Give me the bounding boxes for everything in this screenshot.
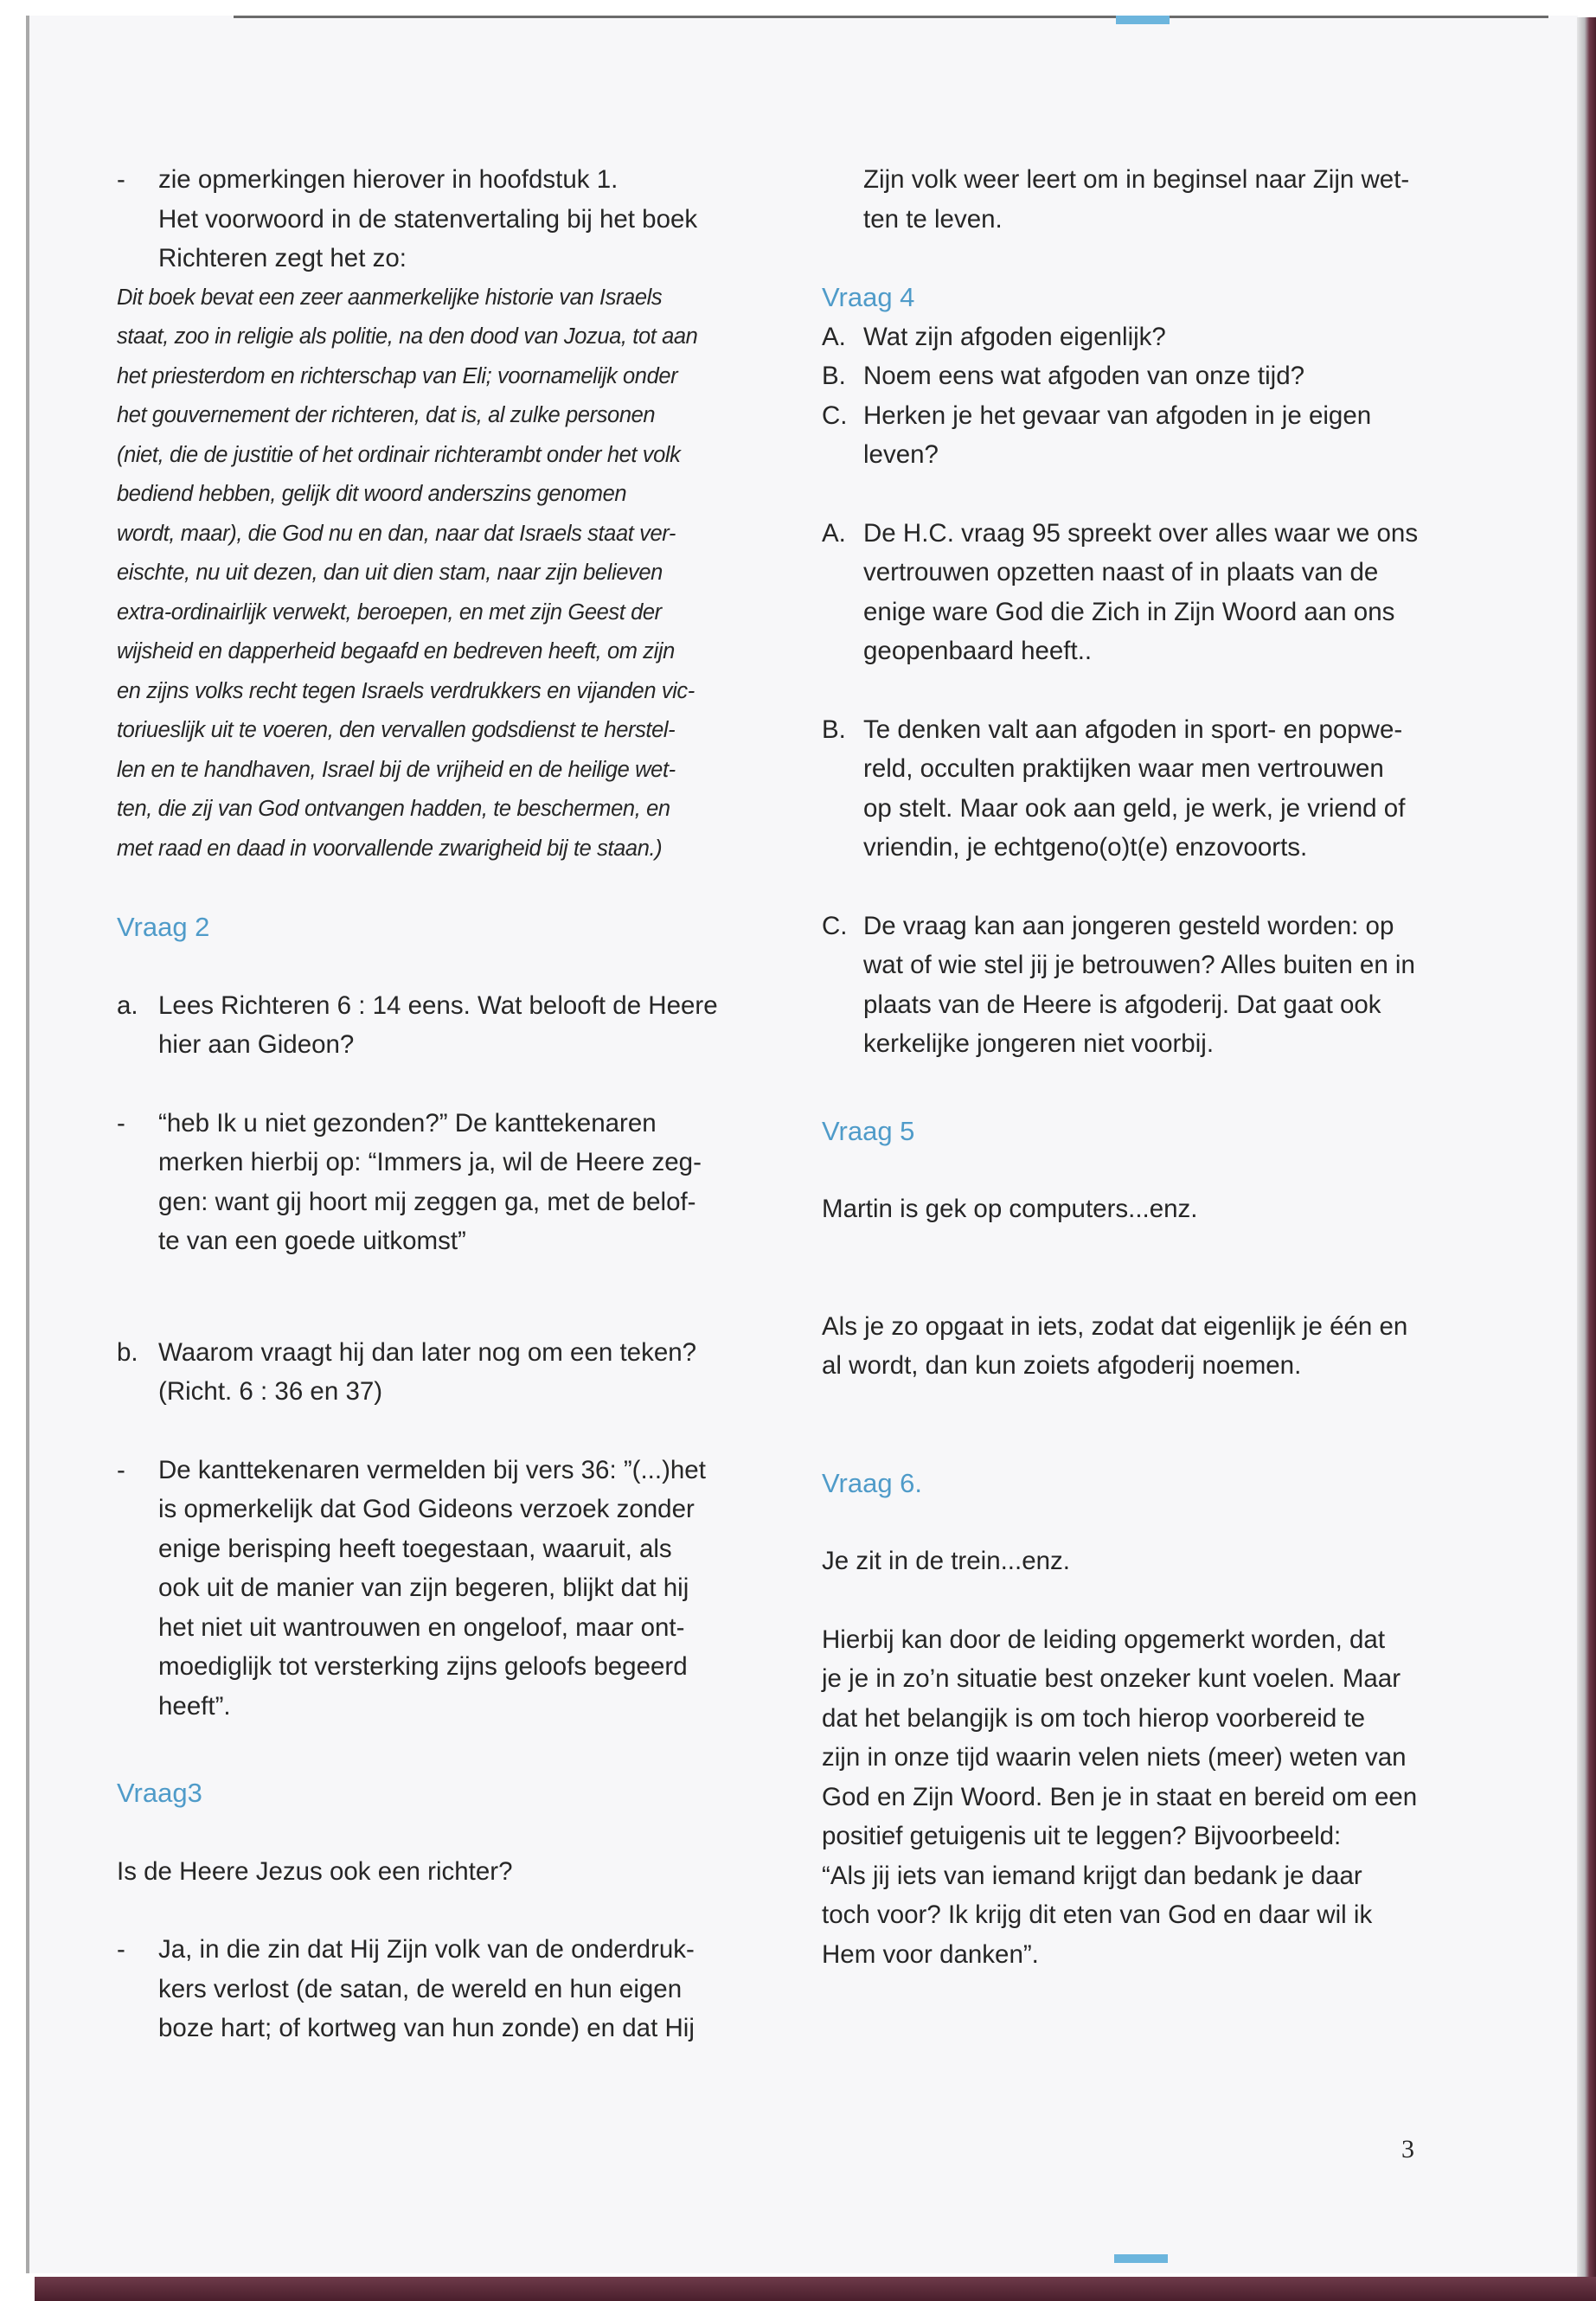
vraag-2-answer-a	[117, 1104, 740, 1261]
quote-line: extra-ordinairlijk verwekt, beroepen, en met zijn Geest der	[117, 599, 662, 625]
item-marker: A.	[822, 518, 846, 548]
text-line: Herken je het gevaar van afgoden in je eigen	[863, 401, 1372, 430]
vraag-2-answer-b	[117, 1451, 740, 1727]
text-line: De vraag kan aan jongeren gesteld worden: op	[863, 911, 1394, 940]
text-line: Ja, in die zin dat Hij Zijn volk van de onderdruk-	[158, 1935, 695, 1964]
vraag-5-text: Martin is gek op computers...enz.	[822, 1195, 1198, 1223]
book-binding-edge	[1577, 17, 1596, 2301]
text-line: is opmerkelijk dat God Gideons verzoek zonder	[158, 1495, 695, 1523]
text-line: zie opmerkingen hierover in hoofdstuk 1.	[158, 165, 619, 194]
vraag-4-heading: Vraag 4	[822, 282, 915, 312]
right-column	[822, 160, 1445, 1974]
text-line: reld, occulten praktijken waar men vertrouwen	[863, 754, 1384, 783]
book-binding-bottom	[35, 2277, 1596, 2301]
text-line: enige ware God die Zich in Zijn Woord aan ons	[863, 597, 1395, 626]
quote-line: eischte, nu uit dezen, dan uit dien stam, naar zijn believen	[117, 561, 663, 585]
text-line: ook uit de manier van zijn begeren, blijkt dat hij	[158, 1574, 689, 1602]
text-line: De H.C. vraag 95 spreekt over alles waar we ons	[863, 518, 1419, 548]
text-line: (Richt. 6 : 36 en 37)	[158, 1377, 383, 1406]
vraag-4-question-c	[822, 396, 1445, 475]
quote-line: bediend hebben, gelijk dit woord anderszins genomen	[117, 482, 627, 506]
text-line: positief getuigenis uit te leggen? Bijvoorbeeld:	[822, 1822, 1342, 1850]
quote-line: staat, zoo in religie als politie, na den dood van Jozua, tot aan	[117, 324, 698, 349]
vraag-4-answer-b	[822, 710, 1445, 868]
page-number: 3	[1401, 2135, 1414, 2163]
vraag-3-answer	[117, 1930, 740, 2048]
vraag-2-heading: Vraag 2	[117, 912, 210, 942]
vraag-4-answer-a	[822, 514, 1445, 671]
text-line: Het voorwoord in de statenvertaling bij het boek	[158, 204, 698, 234]
text-line: boze hart; of kortweg van hun zonde) en dat Hij	[158, 2014, 695, 2042]
text-line: vriendin, je echtgeno(o)t(e) enzovoorts.	[863, 833, 1308, 862]
top-rule	[234, 16, 1548, 18]
vraag-6-heading: Vraag 6.	[822, 1467, 923, 1498]
vraag-4-question-b	[822, 356, 1445, 396]
text-line: toch voor? Ik krijg dit eten van God en daar wil ik	[822, 1900, 1373, 1929]
quote-line: ten, die zij van God ontvangen hadden, te beschermen, en	[117, 797, 670, 821]
vraag-3-question: Is de Heere Jezus ook een richter?	[117, 1856, 513, 1886]
text-line: op stelt. Maar ook aan geld, je werk, je vriend of	[863, 793, 1406, 823]
text-line: te van een goede uitkomst”	[158, 1227, 466, 1255]
text-line: enige berisping heeft toegestaan, waaruit, als	[158, 1534, 672, 1563]
quote-line: Dit boek bevat een zeer aanmerkelijke historie van Israels	[117, 285, 663, 310]
item-marker: B.	[822, 362, 846, 390]
item-marker: C.	[822, 911, 848, 940]
item-marker: a.	[117, 990, 138, 1020]
item-marker: B.	[822, 715, 846, 744]
vraag-5-heading: Vraag 5	[822, 1115, 915, 1146]
item-marker: A.	[822, 322, 846, 351]
text-line: Te denken valt aan afgoden in sport- en popwe-	[863, 715, 1403, 744]
text-line: merken hierbij op: “Immers ja, wil de Heere zeg-	[158, 1148, 702, 1176]
dash-marker: -	[117, 165, 125, 194]
dash-marker: -	[117, 1108, 125, 1138]
quote-line: en zijns volks recht tegen Israels verdrukkers en vijanden vic-	[117, 678, 695, 703]
quote-line: wordt, maar), die God nu en dan, naar dat Israels staat ver-	[117, 521, 676, 546]
text-line: moediglijk tot versterking zijns geloofs begeerd	[158, 1652, 688, 1681]
quote-line: (niet, die de justitie of het ordinair richterambt onder het volk	[117, 442, 681, 467]
text-line: al wordt, dan kun zoiets afgoderij noemen.	[822, 1351, 1302, 1380]
text-line: Hem voor danken”.	[822, 1939, 1039, 1969]
statenvertaling-quote	[117, 279, 740, 869]
vraag-3-heading: Vraag3	[117, 1778, 202, 1808]
text-line: Lees Richteren 6 : 14 eens. Wat belooft de Heere	[158, 990, 718, 1020]
text-line: hier aan Gideon?	[158, 1030, 355, 1059]
text-line: “Als jij iets van iemand krijgt dan bedank je daar	[822, 1861, 1362, 1890]
dash-marker: -	[117, 1455, 125, 1484]
quote-line: met raad en daad in voorvallende zwarigheid bij te staan.)	[117, 836, 663, 861]
text-line: ten te leven.	[863, 204, 1003, 234]
text-line: God en Zijn Woord. Ben je in staat en bereid om een	[822, 1782, 1418, 1811]
text-line: “heb Ik u niet gezonden?” De kanttekenaren	[158, 1108, 657, 1138]
text-line: het niet uit wantrouwen en ongeloof, maar ont-	[158, 1612, 685, 1642]
text-line: gen: want gij hoort mij zeggen ga, met de belof-	[158, 1187, 696, 1216]
quote-line: wijsheid en dapperheid begaafd en bedreven heeft, om zijn	[117, 639, 675, 663]
text-line: zijn in onze tijd waarin velen niets (meer) weten van	[822, 1743, 1407, 1772]
text-line: plaats van de Heere is afgoderij. Dat gaat ook	[863, 990, 1381, 1019]
text-line: Als je zo opgaat in iets, zodat dat eigenlijk je één en	[822, 1311, 1408, 1341]
top-blue-marker	[1116, 16, 1170, 24]
bottom-blue-marker	[1114, 2254, 1168, 2263]
item-marker: b.	[117, 1337, 138, 1367]
vraag-4-answer-c	[822, 907, 1445, 1064]
vraag-2-question-b	[117, 1333, 740, 1412]
text-line: vertrouwen opzetten naast of in plaats van de	[863, 558, 1379, 586]
text-line: kerkelijke jongeren niet voorbij.	[863, 1029, 1215, 1058]
vraag-2-question-a	[117, 986, 740, 1065]
vraag-5-answer	[822, 1307, 1445, 1386]
text-line: De kanttekenaren vermelden bij vers 36: ”(...)het	[158, 1455, 706, 1484]
vraag-3-answer-continued	[822, 160, 1445, 239]
quote-line: len en te handhaven, Israel bij de vrijheid en de heilige wet-	[117, 757, 676, 782]
text-line: dat het belangijk is om toch hierop voorbereid te	[822, 1703, 1366, 1733]
text-line: Hierbij kan door de leiding opgemerkt worden, dat	[822, 1625, 1386, 1654]
quote-line: het priesterdom en richterschap van Eli; voornamelijk onder	[117, 363, 678, 388]
text-line: leven?	[863, 440, 939, 469]
dash-marker: -	[117, 1935, 125, 1964]
left-column	[117, 160, 740, 2048]
text-line: Wat zijn afgoden eigenlijk?	[863, 322, 1166, 351]
text-line: je je in zo’n situatie best onzeker kunt voelen. Maar	[822, 1664, 1401, 1693]
text-line: Richteren zegt het zo:	[158, 244, 407, 272]
intro-note	[117, 160, 740, 279]
quote-line: toriueslijk uit te voeren, den vervallen godsdienst te herstel-	[117, 718, 676, 742]
text-line: kers verlost (de satan, de wereld en hun eigen	[158, 1974, 683, 2003]
vraag-6-text: Je zit in de trein...enz.	[822, 1547, 1070, 1575]
text-line: Waarom vraagt hij dan later nog om een teken?	[158, 1337, 697, 1367]
text-line: Noem eens wat afgoden van onze tijd?	[863, 362, 1305, 390]
vraag-6-answer	[822, 1620, 1445, 1975]
text-line: heeft”.	[158, 1691, 231, 1721]
text-line: Zijn volk weer leert om in beginsel naar Zijn wet-	[863, 165, 1410, 194]
text-line: geopenbaard heeft..	[863, 637, 1093, 665]
vraag-4-question-a	[822, 317, 1445, 357]
text-line: wat of wie stel jij je betrouwen? Alles buiten en in	[863, 951, 1415, 979]
item-marker: C.	[822, 401, 848, 430]
quote-line: het gouvernement der richteren, dat is, al zulke personen	[117, 403, 656, 427]
